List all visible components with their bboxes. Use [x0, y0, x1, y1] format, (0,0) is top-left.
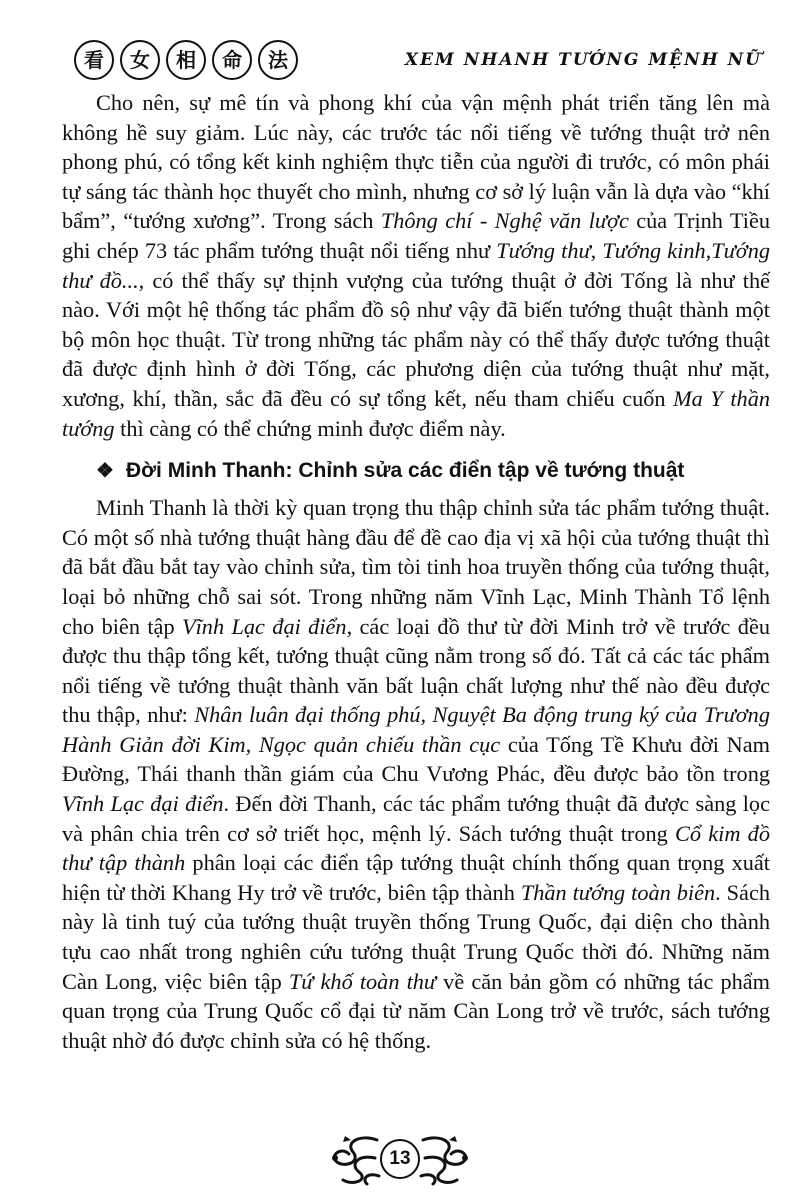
page-number: 13	[380, 1139, 420, 1179]
seal-char: 相	[166, 40, 206, 80]
seal-row	[74, 40, 298, 80]
page-header	[0, 0, 800, 80]
paragraph-song-dynasty: Cho nên, sự mê tín và phong khí của vận mệnh phát triển tăng lên mà không hề suy giảm. Lúc này, các trước tác nổi tiếng về tướng thuật trở nên phong phú, có tổng kết kinh nghiệm thực tiễn của người đi trước, có môn phái tự sáng tác thành học thuyết cho mình, nhưng cơ sở lý luận vẫn là dựa vào “khí bẩm”, “tướng xương”. Trong sách Thông chí - Nghệ văn lược của Trịnh Tiều ghi chép 73 tác phẩm tướng thuật nổi tiếng như Tướng thư, Tướng kinh,Tướng thư đồ..., có thể thấy sự thịnh vượng của tướng thuật ở đời Tống là như thế nào. Với một hệ thống tác phẩm đồ sộ như vậy đã biến tướng thuật thành một bộ môn học thuật. Từ trong những tác phẩm này có thể thấy được tướng thuật đã được định hình ở đời Tống, các phương diện của tướng thuật như mặt, xương, khí, thần, sắc đã đều có sự tổng kết, nếu tham chiếu cuốn Ma Y thần tướng thì càng có thể chứng minh được điểm này.	[62, 90, 771, 441]
page-body	[62, 88, 770, 1055]
seal-char: 法	[258, 40, 298, 80]
paragraph-ming-qing: Minh Thanh là thời kỳ quan trọng thu thập chỉnh sửa tác phẩm tướng thuật. Có một số nhà tướng thuật hàng đầu để đề cao địa vị xã hội của tướng thuật thì đã bắt đầu bắt tay vào chỉnh sửa, tìm tòi tinh hoa truyền thống của tướng thuật, loại bỏ những chỗ sai sót. Trong những năm Vĩnh Lạc, Minh Thành Tổ lệnh cho biên tập Vĩnh Lạc đại điển, các loại đồ thư từ đời Minh trở về trước đều được thu thập tổng kết, tướng thuật cũng nằm trong số đó. Tất cả các tác phẩm nổi tiếng về tướng thuật thành văn bất luận chất lượng như thế nào đều được thu thập, như: Nhân luân đại thống phú, Nguyệt Ba động trung ký của Trương Hành Giản đời Kim, Ngọc quản chiếu thần cục của Tống Tề Khưu đời Nam Đường, Thái thanh thần giám của Chu Vương Phác, đều được bảo tồn trong Vĩnh Lạc đại điển. Đến đời Thanh, các tác phẩm tướng thuật đã được sàng lọc và phân chia trên cơ sở triết học, mệnh lý. Sách tướng thuật trong Cổ kim đồ thư tập thành phân loại các điển tập tướng thuật chính thống quan trọng xuất hiện từ thời Khang Hy trở về trước, biên tập thành Thần tướng toàn biên. Sách này là tinh tuý của tướng thuật truyền thống Trung Quốc, đại diện cho thành tựu cao nhất trong nghiên cứu tướng thuật Trung Quốc thời đó. Những năm Càn Long, việc biên tập Tứ khố toàn thư về căn bản gồm có những tác phẩm quan trọng của Trung Quốc cổ đại từ năm Càn Long trở về trước, sách tướng thuật nhờ đó được chỉnh sửa có hệ thống.	[62, 495, 771, 1053]
section-heading-text: Đời Minh Thanh: Chỉnh sửa các điển tập về tướng thuật	[125, 458, 685, 482]
page-footer	[0, 1128, 800, 1190]
diamond-bullet-icon: ❖	[96, 460, 114, 483]
seal-char: 看	[74, 40, 114, 80]
section-heading	[62, 458, 770, 483]
running-title: XEM NHANH TƯỚNG MỆNH NỮ	[404, 50, 762, 70]
seal-char: 女	[120, 40, 160, 80]
seal-char: 命	[212, 40, 252, 80]
